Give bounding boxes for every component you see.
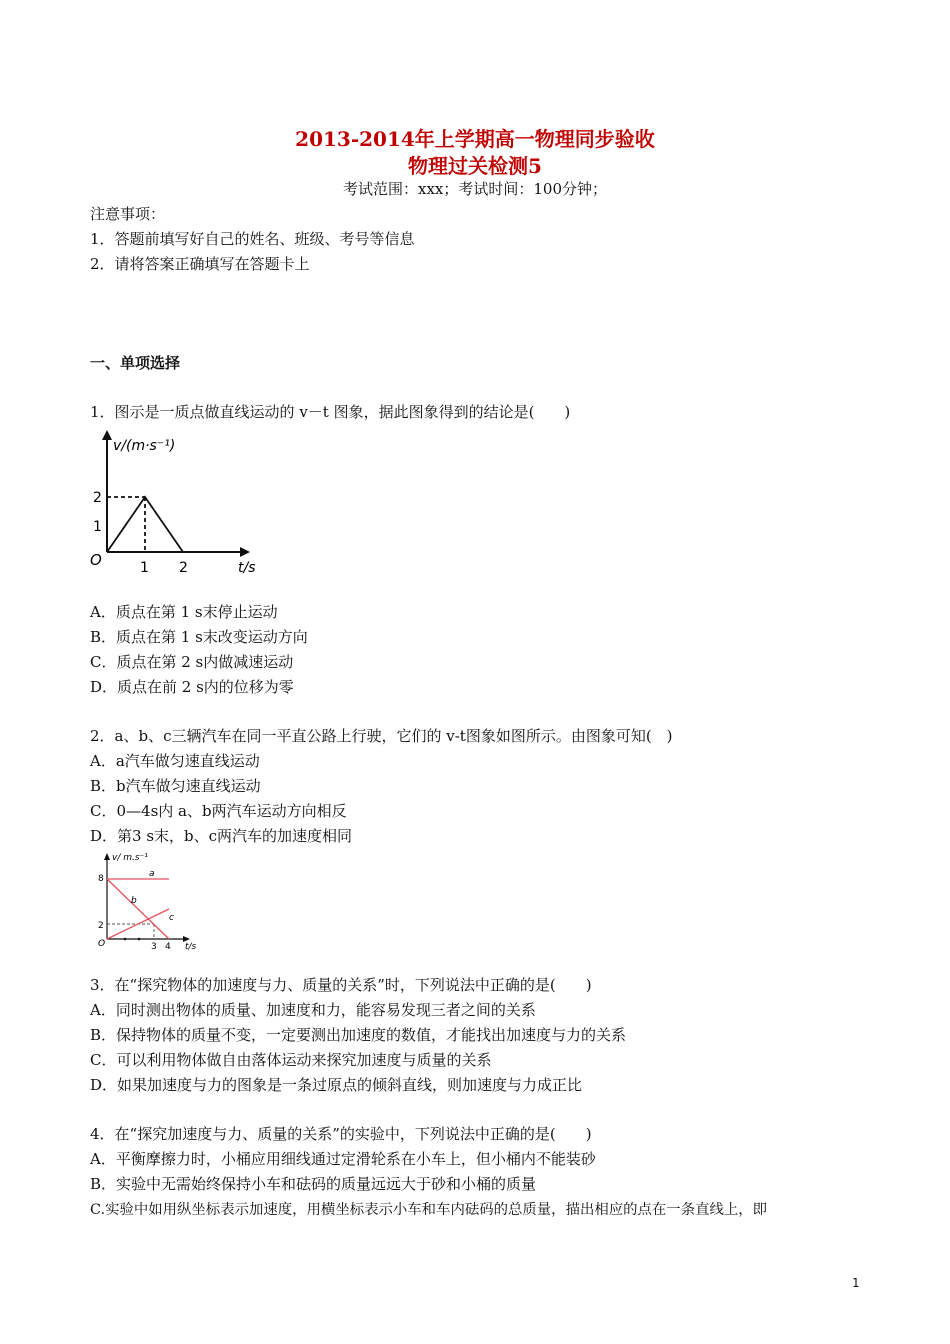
- question-2-option-a: A．a汽车做匀速直线运动: [90, 752, 260, 770]
- exam-info: 考试范围：xxx；考试时间：100分钟；: [342, 180, 607, 198]
- section-title: 一、单项选择: [90, 354, 181, 372]
- question-2-option-b: B．b汽车做匀速直线运动: [90, 777, 261, 795]
- question-4-option-c: C.实验中如用纵坐标表示加速度，用横坐标表示小车和车内砝码的总质量，描出相应的点在一条直线上，即: [90, 1202, 768, 1218]
- fig1-x-arrow: [240, 547, 250, 557]
- fig2-label-c: c: [169, 913, 174, 923]
- fig1-ytick-1: 1: [93, 519, 102, 535]
- fig1-origin: O: [90, 551, 102, 569]
- fig2-line-b: [107, 879, 169, 939]
- question-1-stem: 1．图示是一质点做直线运动的 v－t 图象，据此图象得到的结论是( ): [90, 403, 571, 421]
- fig2-point-1: [124, 938, 127, 941]
- fig1-ylabel: v/(m·s⁻¹): [113, 438, 176, 454]
- fig2-ytick-8: 8: [98, 874, 104, 884]
- question-4-option-a: A．平衡摩擦力时，小桶应用细线通过定滑轮系在小车上，但小桶内不能装砂: [90, 1150, 596, 1168]
- fig2-xtick-4: 4: [165, 942, 171, 952]
- fig2-xtick-3: 3: [151, 942, 157, 952]
- question-1-option-c: C．质点在第 2 s内做减速运动: [90, 653, 294, 671]
- question-1-option-d: D．质点在前 2 s内的位移为零: [90, 678, 294, 696]
- question-1-option-a: A．质点在第 1 s末停止运动: [90, 603, 278, 621]
- fig2-ylabel: v/ m.s⁻¹: [112, 853, 148, 863]
- fig2-xlabel: t/s: [185, 942, 197, 952]
- question-3-option-b: B．保持物体的质量不变，一定要测出加速度的数值，才能找出加速度与力的关系: [90, 1026, 627, 1044]
- fig2-label-a: a: [149, 869, 155, 879]
- fig2-label-b: b: [131, 896, 137, 906]
- fig1-xlabel: t/s: [238, 560, 256, 576]
- question-4-option-b: B．实验中无需始终保持小车和砝码的质量远远大于砂和小桶的质量: [90, 1175, 537, 1193]
- note-item-2: 2．请将答案正确填写在答题卡上: [90, 255, 310, 273]
- fig1-ytick-2: 2: [93, 490, 102, 506]
- page-title-line1: 2013-2014年上学期高一物理同步验收: [295, 127, 655, 151]
- note-item-1: 1．答题前填写好自己的姓名、班级、考号等信息: [90, 230, 415, 248]
- question-3-stem: 3．在“探究物体的加速度与力、质量的关系”时，下列说法中正确的是( ): [90, 976, 592, 994]
- question-3-option-d: D．如果加速度与力的图象是一条过原点的倾斜直线，则加速度与力成正比: [90, 1076, 583, 1094]
- notes-heading: 注意事项：: [90, 205, 166, 223]
- fig2-y-arrow: [104, 853, 110, 860]
- fig2-ytick-2: 2: [98, 921, 104, 931]
- fig2-origin: O: [98, 939, 106, 949]
- fig1-xtick-2: 2: [179, 560, 188, 576]
- question-1-option-b: B．质点在第 1 s末改变运动方向: [90, 628, 308, 646]
- figure-2-vt-graph: [93, 848, 205, 952]
- fig1-xtick-1: 1: [140, 560, 149, 576]
- question-3-option-c: C．可以利用物体做自由落体运动来探究加速度与质量的关系: [90, 1051, 492, 1069]
- page-title-line2: 物理过关检测5: [408, 154, 542, 178]
- fig2-point-2: [138, 938, 141, 941]
- question-2-option-c: C．0—4s内 a、b两汽车运动方向相反: [90, 802, 347, 820]
- fig1-y-arrow: [102, 430, 112, 440]
- question-4-stem: 4．在“探究加速度与力、质量的关系”的实验中，下列说法中正确的是( ): [90, 1125, 592, 1143]
- figure-1-vt-graph: [88, 428, 278, 580]
- question-2-stem: 2．a、b、c三辆汽车在同一平直公路上行驶，它们的 v-t图象如图所示。由图象可知( ): [90, 727, 673, 745]
- question-3-option-a: A．同时测出物体的质量、加速度和力，能容易发现三者之间的关系: [90, 1001, 536, 1019]
- page-number: 1: [852, 1276, 860, 1290]
- fig2-line-c: [107, 909, 169, 939]
- question-2-option-d: D．第3 s末，b、c两汽车的加速度相同: [90, 827, 353, 845]
